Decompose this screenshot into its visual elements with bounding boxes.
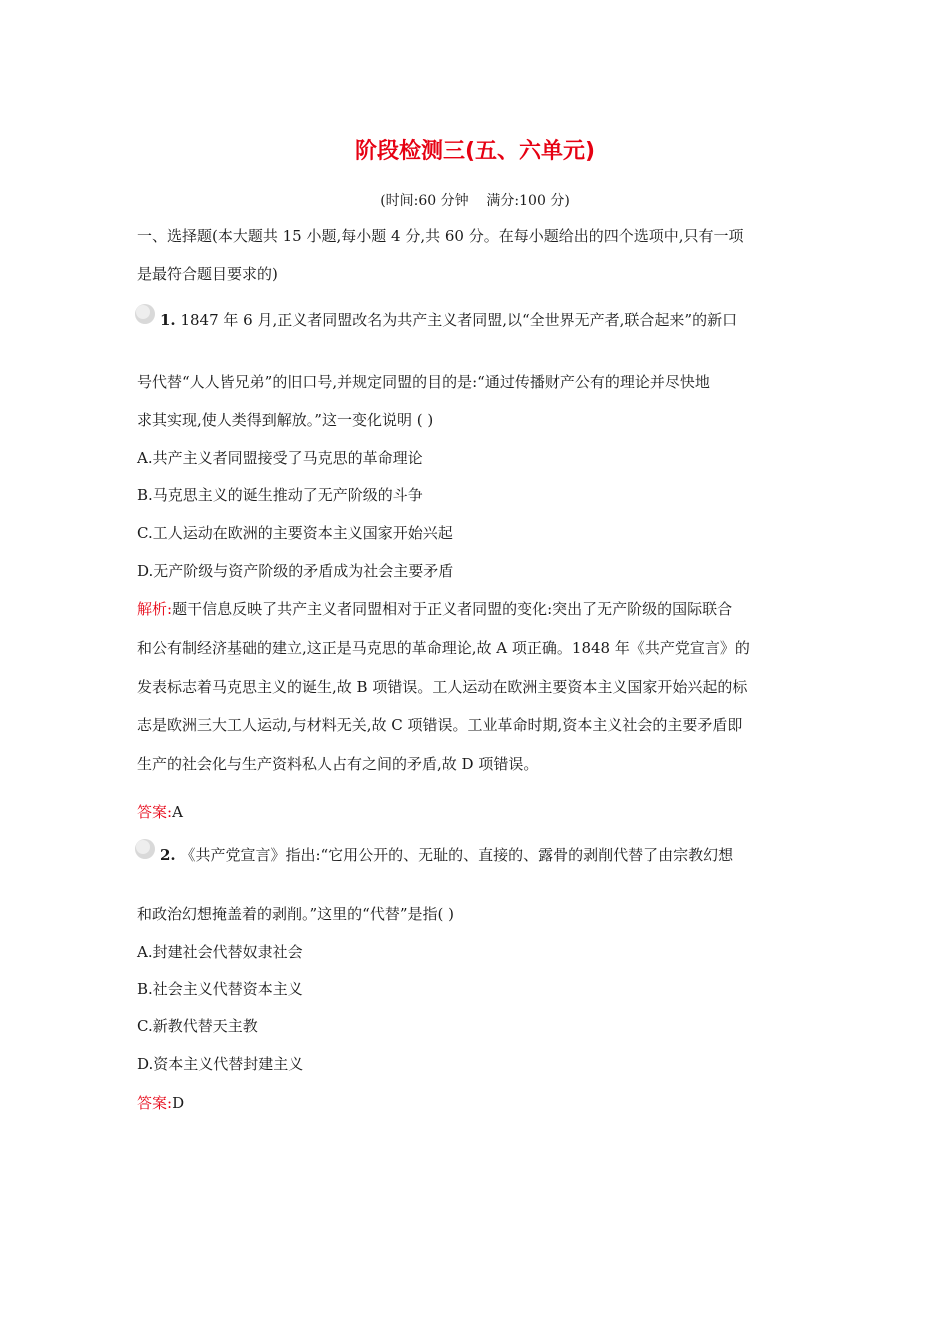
question-1-option-d: D.无产阶级与资产阶级的矛盾成为社会主要矛盾 (137, 562, 454, 580)
question-1-stem-line-2: 号代替“人人皆兄弟”的旧口号,并规定同盟的目的是:“通过传播财产公有的理论并尽快地 (137, 373, 710, 391)
question-1-option-c: C.工人运动在欧洲的主要资本主义国家开始兴起 (137, 524, 453, 542)
answer-label: 答案: (137, 1094, 173, 1112)
page-title: 阶段检测三(五、六单元) (354, 139, 596, 164)
section-heading-line-2: 是最符合题目要求的) (137, 265, 278, 283)
analysis-label: 解析: (137, 600, 173, 618)
question-2-option-a: A.封建社会代替奴隶社会 (137, 943, 303, 961)
question-2-option-d: D.资本主义代替封建主义 (137, 1055, 304, 1073)
answer-label: 答案: (137, 803, 173, 821)
question-1-analysis-line-4: 志是欧洲三大工人运动,与材料无关,故 C 项错误。工业革命时期,资本主义社会的主要矛盾即 (137, 716, 743, 734)
question-1-analysis-line-5: 生产的社会化与生产资料私人占有之间的矛盾,故 D 项错误。 (137, 755, 539, 773)
question-2-option-c: C.新教代替天主教 (137, 1017, 258, 1035)
question-1-option-a: A.共产主义者同盟接受了马克思的革命理论 (137, 449, 423, 467)
question-1-number: 1. (160, 311, 176, 329)
question-2-option-b: B.社会主义代替资本主义 (137, 980, 303, 998)
question-2-answer: 答案:D (137, 1094, 185, 1112)
question-1-answer: 答案:A (137, 803, 183, 821)
question-1-analysis-line-2: 和公有制经济基础的建立,这正是马克思的革命理论,故 A 项正确。1848 年《共产党宣言》的 (137, 639, 750, 657)
question-1-stem-line-1: 1. 1847 年 6 月,正义者同盟改名为共产主义者同盟,以“全世界无产者,联合起来”的新口 (160, 311, 738, 329)
question-1-analysis-line-3: 发表标志着马克思主义的诞生,故 B 项错误。工人运动在欧洲主要资本主义国家开始兴起的标 (137, 678, 748, 696)
question-2-stem-line-1: 2. 《共产党宣言》指出:“它用公开的、无耻的、直接的、露骨的剥削代替了由宗教幻想 (160, 846, 734, 864)
question-2-number: 2. (160, 846, 176, 864)
question-badge-icon (134, 303, 156, 325)
question-badge-icon (134, 838, 156, 860)
question-2-stem-line-2: 和政治幻想掩盖着的剥削。”这里的“代替”是指( ) (137, 905, 454, 923)
question-1-analysis-line-1: 解析:题干信息反映了共产主义者同盟相对于正义者同盟的变化:突出了无产阶级的国际联合 (137, 600, 733, 618)
question-1-stem-line-3: 求其实现,使人类得到解放。”这一变化说明 ( ) (137, 411, 434, 429)
section-heading-line-1: 一、选择题(本大题共 15 小题,每小题 4 分,共 60 分。在每小题给出的四个选项中,只有一项 (137, 227, 744, 245)
question-1-option-b: B.马克思主义的诞生推动了无产阶级的斗争 (137, 486, 423, 504)
exam-meta: (时间:60 分钟 满分:100 分) (380, 193, 570, 209)
